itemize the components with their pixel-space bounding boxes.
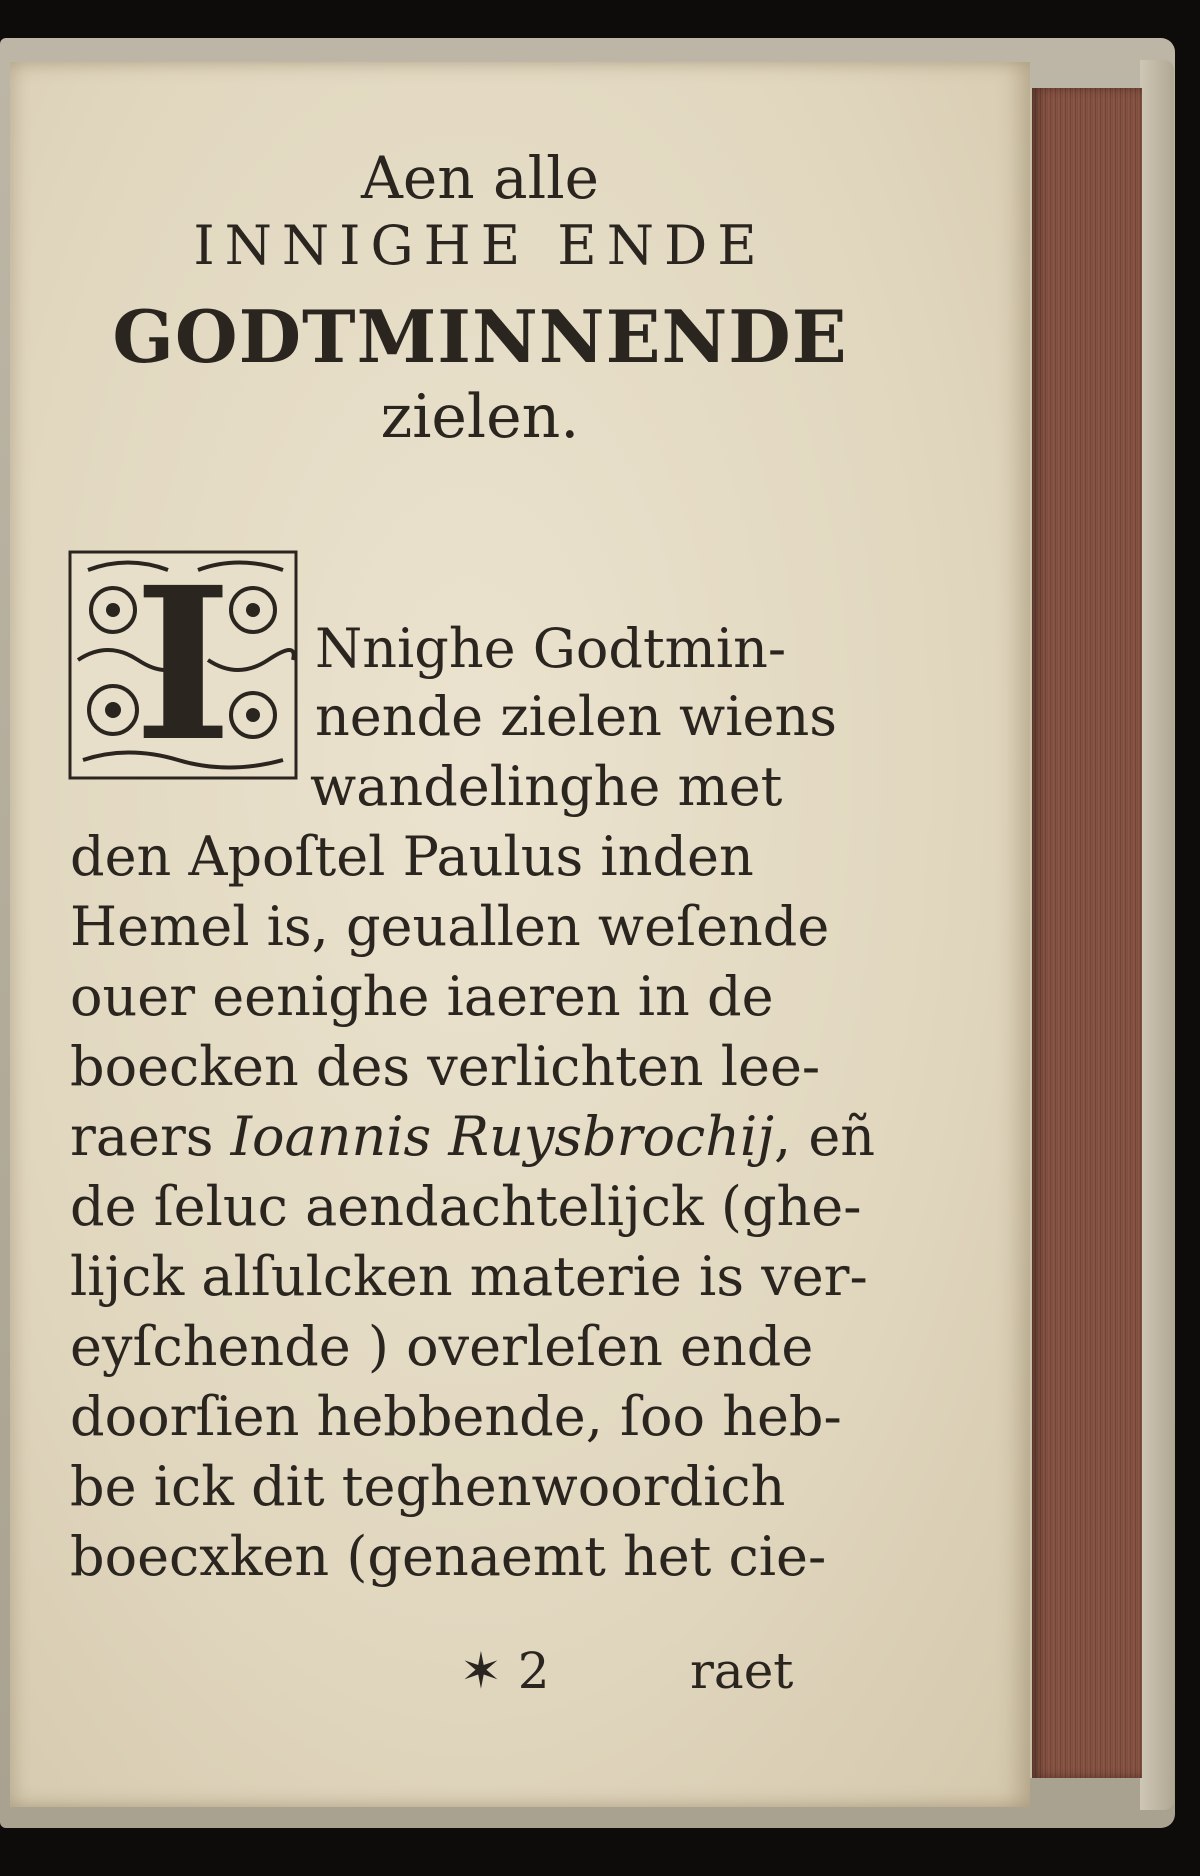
decorated-initial-icon — [68, 541, 298, 788]
page-edges — [1030, 88, 1142, 1778]
body-line-8 — [70, 1105, 876, 1168]
body-line-11: eyſchende ) overleſen ende — [70, 1315, 814, 1378]
body-line-12: doorſien hebbende, ſoo heb- — [70, 1385, 842, 1448]
body-line-3: wandelinghe met — [310, 755, 783, 818]
heading-line-3: GODTMINNENDE — [112, 294, 848, 379]
body-line-8-end: , eñ — [774, 1105, 876, 1168]
heading-line-4: zielen. — [380, 382, 580, 452]
body-line-2: nende zielen wiens — [315, 685, 837, 748]
signature-mark: ✶ 2 — [460, 1642, 550, 1700]
body-line-7: boecken des verlichten lee- — [70, 1035, 821, 1098]
body-line-6: ouer eenighe iaeren in de — [70, 965, 774, 1028]
catchword: raet — [690, 1642, 794, 1700]
body-line-10: lijck alſulcken materie is ver- — [70, 1245, 868, 1308]
heading-line-1: Aen alle — [360, 144, 599, 212]
body-line-1: Nnighe Godtmin- — [315, 617, 787, 680]
body-line-5: Hemel is, geuallen weſende — [70, 895, 830, 958]
cover-board-edge — [1140, 60, 1174, 1810]
body-line-14: boecxken (genaemt het cie- — [70, 1525, 827, 1588]
body-line-13: be ick dit teghenwoordich — [70, 1455, 786, 1518]
body-line-9: de ſeluc aendachtelijck (ghe- — [70, 1175, 862, 1238]
body-line-8-start: raers — [70, 1105, 214, 1168]
book-page — [10, 62, 1030, 1807]
body-line-4: den Apoſtel Paulus inden — [70, 825, 754, 888]
page-text — [10, 62, 1030, 1807]
heading-line-2: INNIGHE ENDE — [193, 214, 767, 277]
initial-letter: I — [133, 541, 233, 788]
author-name: Ioannis Ruysbrochij — [230, 1105, 774, 1168]
